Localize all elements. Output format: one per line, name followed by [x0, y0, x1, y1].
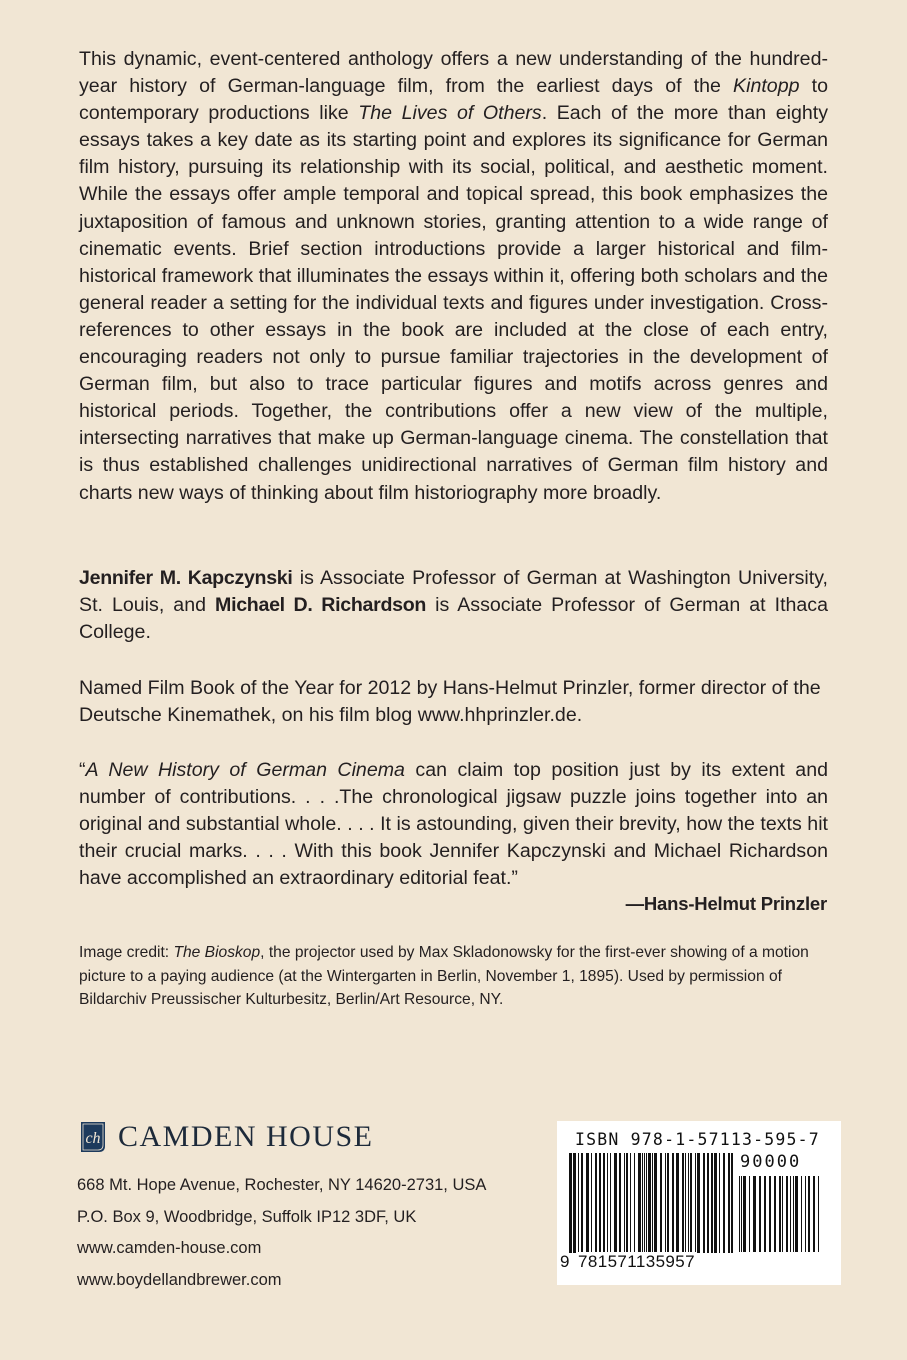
barcode-bar [614, 1153, 617, 1253]
barcode-bar [603, 1153, 605, 1253]
ean-barcode-bars [569, 1153, 735, 1253]
publisher-website: www.camden-house.com [77, 1239, 262, 1257]
barcode-bar [764, 1176, 766, 1252]
barcode-bar [779, 1176, 781, 1252]
barcode-bar [569, 1153, 572, 1253]
credit-text: , the projector used by Max Skladonowsky for the first-ever showing of a motion picture to a paying audience (at the Wintergarten in Berlin, November 1, 1895). Used by permission of Bildarchiv Preussischer Kulturbesitz, Berlin/Art Resource, NY. [79, 944, 809, 1008]
barcode-bar [607, 1153, 608, 1253]
barcode-bar [630, 1153, 631, 1253]
barcode-bar [665, 1153, 666, 1253]
barcode-bar [672, 1153, 674, 1253]
quote-attribution: —Hans-Helmut Prinzler [625, 893, 827, 914]
barcode-bar [644, 1153, 645, 1253]
barcode-bar [581, 1153, 583, 1253]
description-text: . Each of the more than eighty essays takes a key date as its starting point and explores its significance for German film history, pursuing its relationship with its social, political, and aesthetic moment. While the essays offer ample temporal and topical spread, this book emphasizes the juxtaposition of famous and unknown stories, granting attention to a wide range of cinematic events. Brief section introductions provide a larger historical and film-historical framework that illuminates the essays within it, offering both scholars and the general reader a setting for the individual texts and figures under investigation. Cross-references to other essays in the book are included at the close of each entry, encouraging readers not only to pursue familiar trajectories in the development of German film, but also to trace particular figures and motifs across genres and historical periods. Together, the contributions offer a new view of the multiple, intersecting narratives that make up German-language cinema. The constellation that is thus established challenges unidirectional narratives of German film history and charts new ways of thinking about film historiography more broadly. [79, 102, 828, 504]
barcode-bar [769, 1176, 771, 1252]
publisher-name: CAMDEN HOUSE [118, 1120, 374, 1153]
barcode-bar [782, 1176, 783, 1252]
award-note: Named Film Book of the Year for 2012 by Hans-Helmut Prinzler, former director of the Deutsche Kinemathek, on his film blog www.hhprinzler.de. [79, 677, 821, 727]
barcode-bar [741, 1176, 742, 1252]
quote-mark: “ [79, 759, 86, 781]
camden-house-logo-icon [78, 1120, 108, 1154]
isbn-number: ISBN 978-1-57113-595-7 [575, 1130, 820, 1149]
barcode-bar [731, 1153, 733, 1253]
publisher-address-us: 668 Mt. Hope Avenue, Rochester, NY 14620-2731, USA [77, 1176, 487, 1194]
image-credit [79, 941, 828, 1012]
barcode-bar [793, 1176, 794, 1252]
barcode-bar [660, 1153, 662, 1253]
barcode-bar [714, 1153, 717, 1253]
barcode-bar [719, 1153, 720, 1253]
description-text: to contemporary productions like [79, 75, 828, 125]
barcode-bar [749, 1176, 750, 1252]
ean-first-digit: 9 [560, 1252, 570, 1271]
author-bio-text: is Associate Professor of German at Washington University, St. Louis, and [79, 567, 828, 617]
barcode-bar [801, 1176, 802, 1252]
publisher-address-uk: P.O. Box 9, Woodbridge, Suffolk IP12 3DF, UK [77, 1208, 417, 1226]
ean-digits: 781571135957 [578, 1252, 695, 1271]
author-name: Jennifer M. Kapczynski [79, 567, 293, 589]
barcode-bar [652, 1153, 653, 1253]
barcode-bar [739, 1176, 740, 1252]
author-name: Michael D. Richardson [215, 594, 427, 617]
author-bio-text: is Associate Professor of German at Ithaca College. [79, 594, 828, 644]
svg-text:ch: ch [85, 1130, 101, 1147]
barcode-bar [728, 1153, 730, 1253]
distributor-website: www.boydellandbrewer.com [77, 1271, 282, 1289]
book-description [79, 46, 828, 507]
price-addon-number: 90000 [740, 1152, 802, 1172]
barcode-bar [586, 1153, 589, 1253]
barcode-bar [676, 1153, 679, 1253]
addon-barcode-bars [739, 1176, 823, 1252]
author-bio [79, 565, 828, 646]
barcode-bar [682, 1153, 684, 1253]
barcode-bar [753, 1176, 756, 1252]
barcode-bar [743, 1176, 746, 1252]
barcode-bar [805, 1176, 806, 1252]
barcode-bar [595, 1153, 597, 1253]
barcode-bar [667, 1153, 669, 1253]
quoted-book-title: A New History of German Cinema [85, 759, 405, 781]
barcode-bar [707, 1153, 709, 1253]
barcode-bar [573, 1153, 576, 1253]
barcode-bar [578, 1153, 579, 1253]
barcode-bar [619, 1153, 621, 1253]
barcode-bar [638, 1153, 641, 1253]
barcode-bar [759, 1176, 761, 1252]
credit-label: Image credit: [79, 944, 174, 961]
barcode-bar [634, 1153, 635, 1253]
barcode-bar [646, 1153, 647, 1253]
review-quote [79, 757, 828, 892]
barcode-bar [695, 1153, 696, 1253]
barcode-bar [711, 1153, 713, 1253]
quote-text: can claim top position just by its extent and number of contributions. . . .The chronological jigsaw puzzle joins together into an original and substantial whole. . . . It is astounding, given their brevity, how the texts hit their crucial marks. . . . With this book Jennifer Kapczynski and Michael Richardson have accomplished an extraordinary editorial feat.” [79, 759, 828, 890]
credit-image-title: The Bioskop [173, 944, 261, 961]
barcode-bar [808, 1176, 810, 1252]
barcode-bar [642, 1153, 643, 1253]
description-text: This dynamic, event-centered anthology offers a new understanding of the hundred-year history of German-language film, from the earliest days of the [79, 48, 828, 98]
barcode-bar [790, 1176, 791, 1252]
barcode-bar [795, 1176, 798, 1252]
barcode-bar [690, 1153, 692, 1253]
isbn-barcode [557, 1121, 841, 1285]
barcode-bar [685, 1153, 686, 1253]
barcode-bar [786, 1176, 788, 1252]
barcode-bar [813, 1176, 815, 1252]
barcode-bar [697, 1153, 700, 1253]
publisher-logo [78, 1120, 374, 1154]
barcode-bar [599, 1153, 601, 1253]
barcode-bar [624, 1153, 625, 1253]
barcode-bar [723, 1153, 725, 1253]
barcode-bar [774, 1176, 776, 1252]
barcode-bar [818, 1176, 819, 1252]
barcode-bar [648, 1153, 651, 1253]
kintopp-title: Kintopp [733, 75, 800, 98]
barcode-bar [703, 1153, 705, 1253]
barcode-bar [626, 1153, 628, 1253]
barcode-bar [688, 1153, 689, 1253]
barcode-bar [610, 1153, 611, 1253]
lives-of-others-title: The Lives of Others [358, 102, 542, 125]
barcode-bar [591, 1153, 592, 1253]
barcode-bar [654, 1153, 657, 1253]
